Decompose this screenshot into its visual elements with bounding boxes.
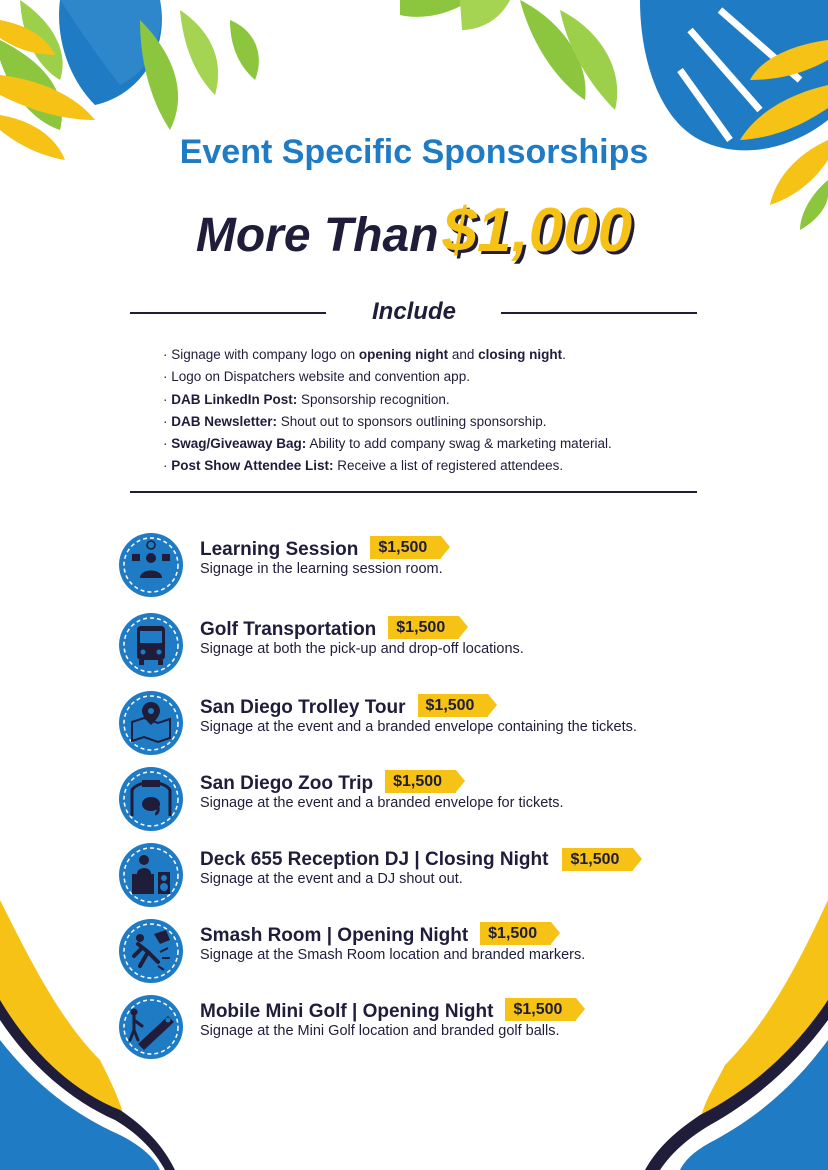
sponsorship-title: Golf Transportation $1,500 — [200, 619, 459, 641]
smash-person-icon — [118, 918, 184, 984]
mini-golf-icon — [118, 994, 184, 1060]
sponsorship-description: Signage at both the pick-up and drop-off locations. — [200, 641, 524, 657]
sponsorship-san-diego-zoo-trip — [118, 766, 768, 834]
sponsorship-description: Signage at the Smash Room location and branded markers. — [200, 947, 586, 963]
sponsorship-golf-transportation — [118, 612, 768, 680]
sponsorship-title: San Diego Zoo Trip $1,500 — [200, 773, 456, 795]
price-tag: $1,500 — [385, 770, 456, 793]
sponsorship-description: Signage at the event and a branded envelope for tickets. — [200, 795, 564, 811]
include-item: · Post Show Attendee List: Receive a list of registered attendees. — [163, 458, 564, 474]
sponsorship-title: Learning Session $1,500 — [200, 539, 441, 561]
sponsorship-description: Signage at the event and a branded envelope containing the tickets. — [200, 719, 637, 735]
include-item: · Swag/Giveaway Bag: Ability to add company swag & marketing material. — [163, 436, 612, 452]
include-item: · Signage with company logo on opening night and closing night. — [163, 347, 566, 362]
price-tag: $1,500 — [505, 998, 576, 1021]
sponsorship-description: Signage at the Mini Golf location and branded golf balls. — [200, 1023, 560, 1039]
price-tag: $1,500 — [370, 536, 441, 559]
divider-bottom — [130, 491, 697, 493]
sponsorship-deck-655-reception-dj — [118, 842, 768, 910]
include-item: · DAB LinkedIn Post: Sponsorship recognition. — [163, 391, 450, 407]
dj-speaker-icon — [118, 842, 184, 908]
sponsorship-description: Signage at the event and a DJ shout out. — [200, 871, 463, 887]
sponsorship-smash-room — [118, 918, 768, 986]
price-tag: $1,500 — [562, 848, 633, 871]
zoo-elephant-icon — [118, 766, 184, 832]
price-headline — [0, 195, 828, 266]
learning-session-icon — [118, 532, 184, 598]
bus-icon — [118, 612, 184, 678]
include-item: · Logo on Dispatchers website and convention app. — [163, 369, 470, 385]
sponsorship-title: Smash Room | Opening Night $1,500 — [200, 925, 551, 947]
price-headline-prefix: More Than — [195, 209, 439, 262]
sponsorship-title: San Diego Trolley Tour $1,500 — [200, 697, 488, 719]
divider-right — [501, 312, 697, 314]
page-title: Event Specific Sponsorships — [179, 133, 649, 171]
sponsorship-learning-session — [118, 532, 768, 600]
price-tag: $1,500 — [480, 922, 551, 945]
price-headline-amount: $1,000 — [442, 196, 633, 265]
sponsorship-description: Signage in the learning session room. — [200, 561, 443, 577]
sponsorship-title: Mobile Mini Golf | Opening Night $1,500 — [200, 1001, 576, 1023]
map-pin-icon — [118, 690, 184, 756]
includes-list — [163, 344, 723, 478]
sponsorship-san-diego-trolley-tour — [118, 690, 768, 758]
include-item: · DAB Newsletter: Shout out to sponsors outlining sponsorship. — [163, 413, 547, 429]
price-tag: $1,500 — [418, 694, 489, 717]
sponsorship-mobile-mini-golf — [118, 994, 768, 1062]
include-heading: Include — [371, 298, 456, 325]
price-tag: $1,500 — [388, 616, 459, 639]
sponsorship-title: Deck 655 Reception DJ | Closing Night $1,500 — [200, 849, 633, 871]
